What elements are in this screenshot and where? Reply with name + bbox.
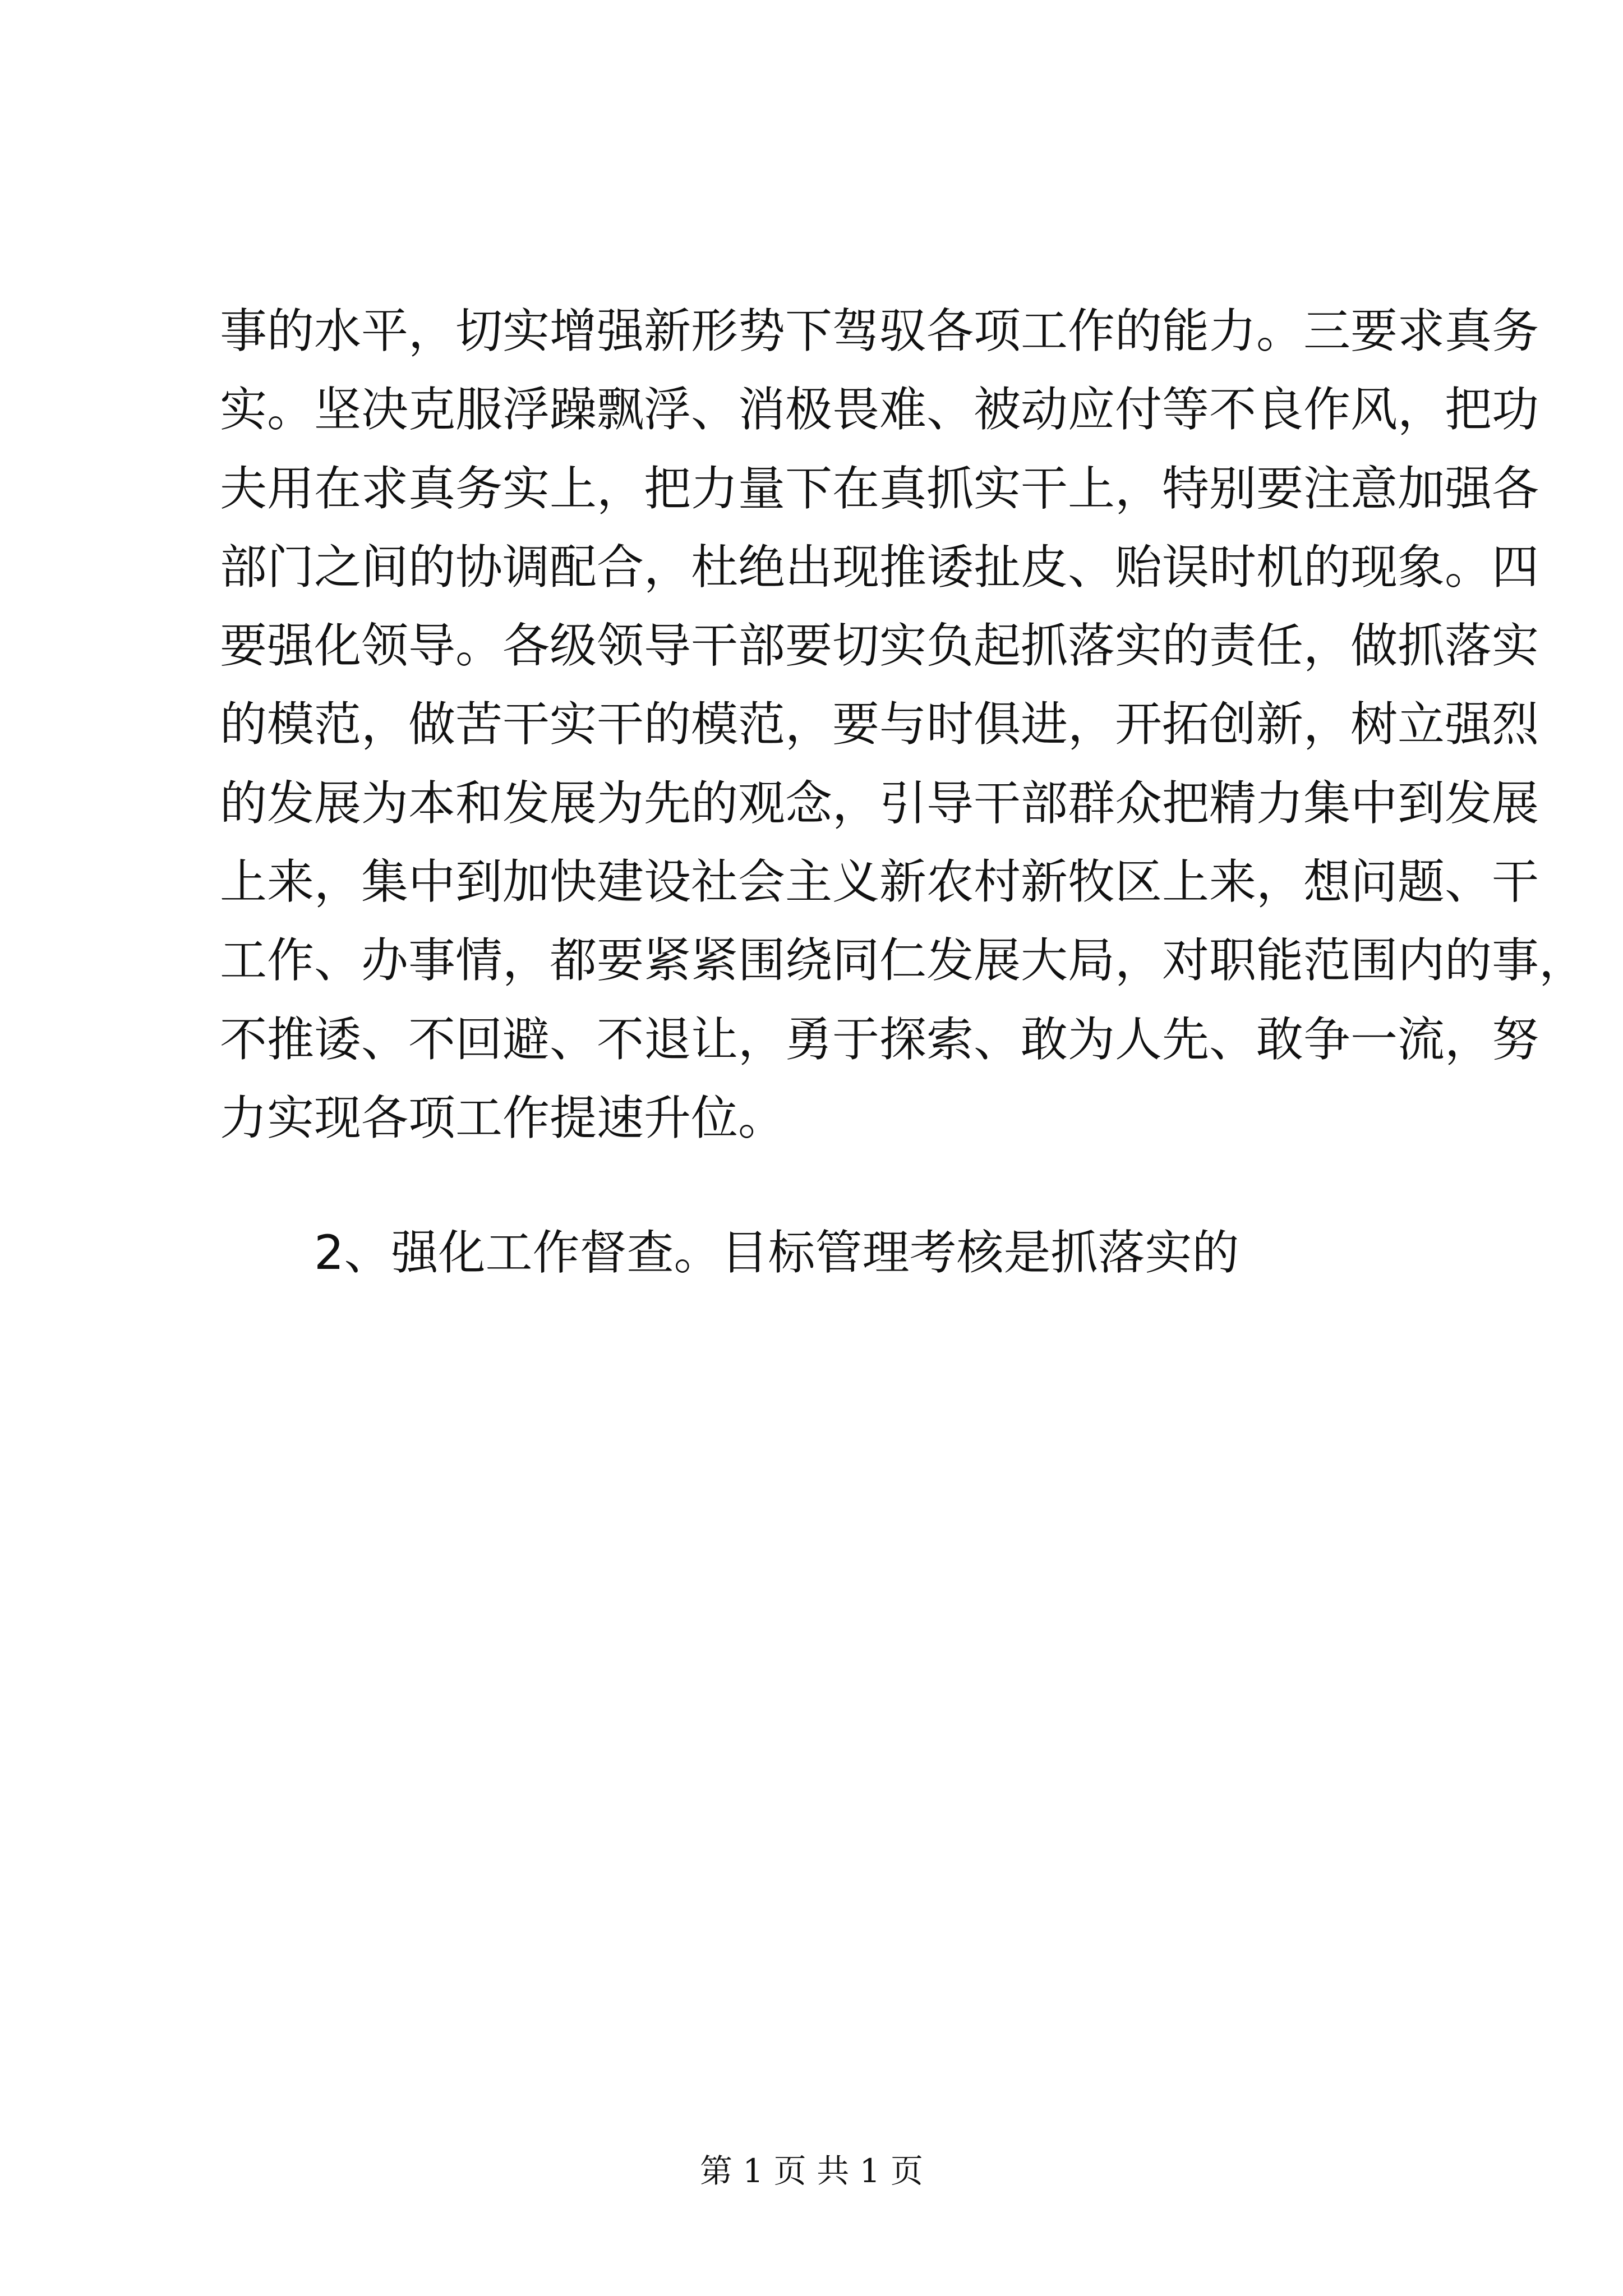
text-line: 工作、办事情，都要紧紧围绕同仁发展大局，对职能范围内的事， [220, 933, 1587, 988]
text-line: 的模范，做苦干实干的模范，要与时俱进，开拓创新，树立强烈 [220, 697, 1539, 752]
paragraph-2: 2、强化工作督查。目标管理考核是抓落实的 [314, 1225, 1239, 1280]
text-line: 上来，集中到加快建设社会主义新农村新牧区上来，想问题、干 [220, 854, 1539, 910]
text-line: 夫用在求真务实上，把力量下在真抓实干上，特别要注意加强各 [220, 461, 1539, 516]
text-line: 不推诿、不回避、不退让，勇于探索、敢为人先、敢争一流，努 [220, 1011, 1539, 1067]
text-line: 事的水平，切实增强新形势下驾驭各项工作的能力。三要求真务 [220, 303, 1539, 358]
text-line: 部门之间的协调配合，杜绝出现推诿扯皮、贻误时机的现象。四 [220, 539, 1539, 595]
text-line: 力实现各项工作提速升位。 [220, 1090, 786, 1145]
text-line: 要强化领导。各级领导干部要切实负起抓落实的责任，做抓落实 [220, 618, 1539, 674]
page-footer: 第 1 页 共 1 页 [700, 2152, 923, 2190]
paragraph-1 [220, 292, 1587, 1157]
text-line: 实。坚决克服浮躁飘浮、消极畏难、被动应付等不良作风，把功 [220, 382, 1539, 438]
text-line: 的发展为本和发展为先的观念，引导干部群众把精力集中到发展 [220, 775, 1539, 831]
